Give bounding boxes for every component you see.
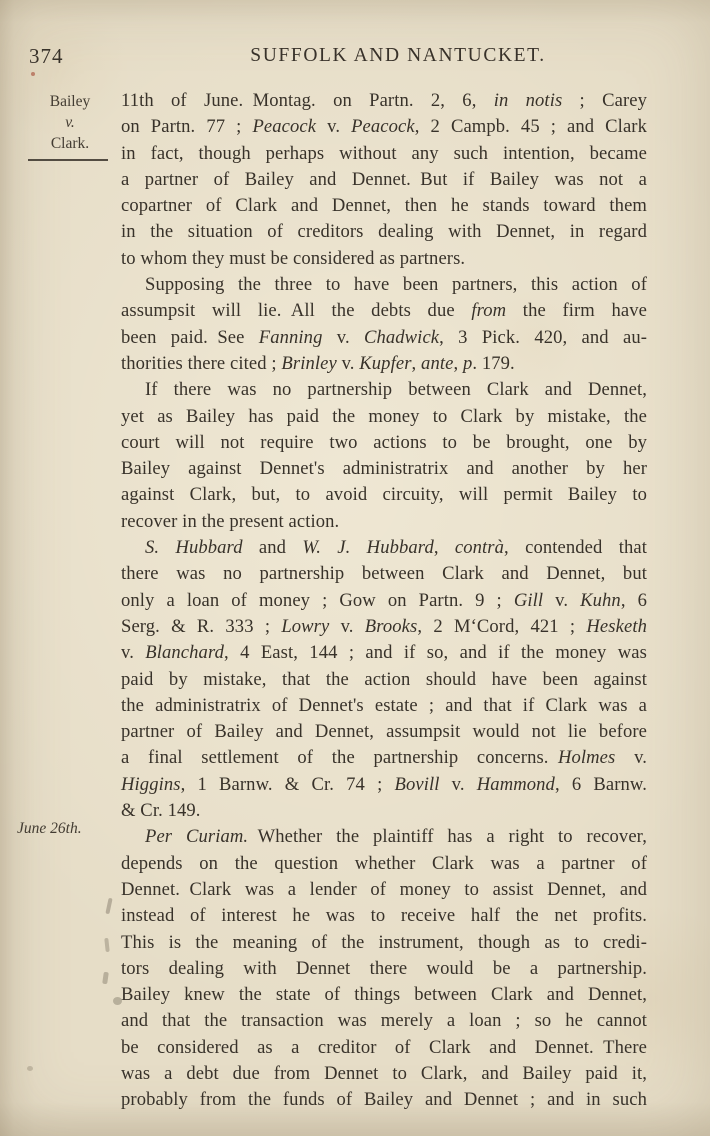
text-line: to whom they must be considered as partners. (121, 247, 466, 269)
margin-note-case (28, 91, 112, 161)
margin-note-case-versus: v. (65, 114, 75, 131)
scan-artifact (31, 72, 35, 76)
text-line: against Clark, but, to avoid circuity, will permit Bailey to (121, 484, 647, 506)
text-line: be considered as a creditor of Clark and Dennet. There (121, 1036, 647, 1058)
text-line: Higgins, 1 Barnw. & Cr. 74 ; Bovill v. Hammond, 6 Barnw. (121, 773, 647, 795)
running-head-title: SUFFOLK AND NANTUCKET. (250, 45, 546, 66)
scan-artifact (104, 938, 109, 952)
text-line: Bailey knew the state of things between Clark and Dennet, (121, 984, 647, 1006)
text-line: Bailey against Dennet's administratrix and another by her (121, 458, 647, 480)
text-line: yet as Bailey has paid the money to Clark by mistake, the (121, 405, 647, 427)
body-text (121, 88, 647, 1114)
text-line: recover in the present action. (121, 510, 340, 532)
text-line: Supposing the three to have been partners, this action of (145, 274, 647, 296)
text-line: This is the meaning of the instrument, though as to credi- (121, 931, 647, 953)
page-number: 374 (29, 44, 64, 68)
text-line: the administratrix of Dennet's estate ; and that if Clark was a (121, 694, 647, 716)
text-line: 11th of June. Montag. on Partn. 2, 6, in notis ; Carey (121, 90, 647, 111)
scan-artifact (27, 1066, 33, 1071)
text-line: in fact, though perhaps without any such intention, became (121, 142, 647, 164)
text-line: paid by mistake, that the action should have been against (121, 668, 647, 690)
text-line: on Partn. 77 ; Peacock v. Peacock, 2 Campb. 45 ; and Clark (121, 116, 647, 138)
margin-note-rule (28, 159, 108, 161)
text-line: in the situation of creditors dealing with Dennet, in regard (121, 221, 647, 243)
text-line: v. Blanchard, 4 East, 144 ; and if so, and if the money was (121, 642, 647, 664)
text-line: court will not require two actions to be brought, one by (121, 431, 647, 453)
text-line: & Cr. 149. (121, 800, 201, 822)
margin-note-case-party2: Clark. (50, 135, 90, 152)
text-line: Per Curiam. Whether the plaintiff has a right to recover, (145, 826, 647, 848)
margin-note-case-party1: Bailey (49, 93, 91, 110)
text-line: been paid. See Fanning v. Chadwick, 3 Pick. 420, and au- (121, 326, 648, 348)
text-line: Serg. & R. 333 ; Lowry v. Brooks, 2 M‘Cord, 421 ; Hesketh (121, 615, 647, 637)
text-line: S. Hubbard and W. J. Hubbard, contrà, contended that (145, 537, 647, 559)
text-line: depends on the question whether Clark was a partner of (121, 852, 647, 874)
text-line: Dennet. Clark was a lender of money to assist Dennet, and (121, 878, 647, 900)
text-line: copartner of Clark and Dennet, then he stands toward them (121, 195, 647, 217)
text-line: a final settlement of the partnership concerns. Holmes v. (121, 747, 648, 769)
text-line: probably from the funds of Bailey and Dennet ; and in such (121, 1089, 647, 1111)
margin-note-date: June 26th. (17, 820, 82, 837)
text-line: and that the transaction was merely a loan ; so he cannot (121, 1010, 647, 1032)
scan-artifact (105, 898, 112, 914)
text-line: partner of Bailey and Dennet, assumpsit would not lie before (121, 721, 647, 743)
text-line: a partner of Bailey and Dennet. But if Bailey was not a (121, 168, 647, 190)
text-line: there was no partnership between Clark and Dennet, but (121, 563, 647, 585)
running-header (0, 44, 710, 70)
scan-artifact (113, 997, 122, 1005)
text-line: tors dealing with Dennet there would be a partnership. (121, 957, 647, 979)
text-line: only a loan of money ; Gow on Partn. 9 ; Gill v. Kuhn, 6 (121, 589, 648, 611)
text-line: If there was no partnership between Clark and Dennet, (145, 379, 647, 401)
text-line: instead of interest he was to receive half the net profits. (121, 905, 647, 927)
text-line: assumpsit will lie. All the debts due from the firm have (121, 300, 647, 322)
text-line: thorities there cited ; Brinley v. Kupfer, ante, p. 179. (121, 352, 515, 374)
scan-artifact (102, 972, 109, 985)
text-line: was a debt due from Dennet to Clark, and Bailey paid it, (121, 1062, 647, 1084)
